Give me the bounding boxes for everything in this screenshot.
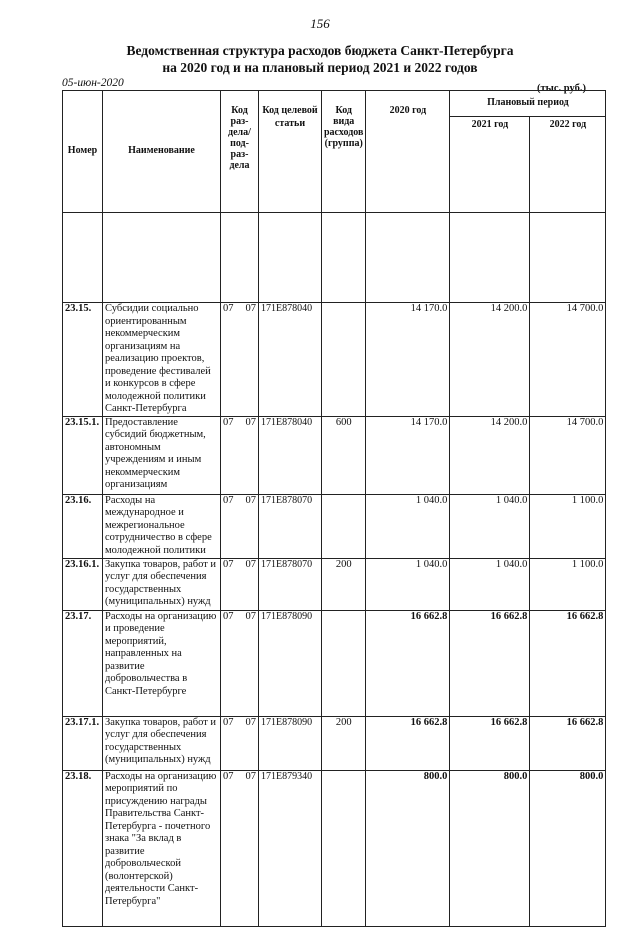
header-year-2020: 2020 год xyxy=(366,91,450,213)
row-target-code: 171Е878070 xyxy=(259,558,322,610)
header-section-code: Код раз- дела/ под- раз- дела xyxy=(221,91,259,213)
row-target-code: 171Е878040 xyxy=(259,303,322,417)
header-expense-type: Код вида расходов (группа) xyxy=(322,91,366,213)
row-subsection: 07 xyxy=(245,494,256,506)
row-amount-2021: 14 200.0 xyxy=(450,303,530,417)
row-name: Закупка товаров, работ и услуг для обеспечения государственных (муниципальных) нужд xyxy=(103,558,221,610)
row-amount-2020: 1 040.0 xyxy=(366,558,450,610)
row-section-code xyxy=(221,303,259,417)
row-expense-type xyxy=(322,303,366,417)
row-section: 07 xyxy=(223,416,234,428)
row-amount-2022: 1 100.0 xyxy=(530,494,606,558)
row-name: Субсидии социально ориентированным некоммерческим организациям на реализацию проектов, проведение фестивалей и конкурсов в сфере молодежной политики Санкт-Петербурга xyxy=(103,303,221,417)
row-name: Расходы на организацию мероприятий по присуждению награды Правительства Санкт-Петербурга - почетного знака "За вклад в развитие добровольческой (волонтерской) деятельности Санкт-Петербурга" xyxy=(103,770,221,926)
row-section-code xyxy=(221,416,259,494)
row-section: 07 xyxy=(223,303,234,314)
row-amount-2022: 1 100.0 xyxy=(530,558,606,610)
document-title xyxy=(0,42,640,76)
row-amount-2020: 800.0 xyxy=(366,770,450,926)
row-amount-2021: 16 662.8 xyxy=(450,610,530,716)
table-row xyxy=(63,610,606,716)
row-number: 23.15. xyxy=(63,303,103,417)
row-subsection: 07 xyxy=(245,416,256,428)
row-name: Расходы на организацию и проведение мероприятий, направленных на развитие добровольчества в Санкт-Петербурге xyxy=(103,610,221,716)
row-target-code: 171Е878090 xyxy=(259,610,322,716)
row-amount-2020: 1 040.0 xyxy=(366,494,450,558)
row-amount-2022: 16 662.8 xyxy=(530,610,606,716)
header-name: Наименование xyxy=(103,91,221,213)
row-subsection: 07 xyxy=(245,610,256,622)
row-expense-type: 600 xyxy=(322,416,366,494)
title-line-1: Ведомственная структура расходов бюджета Санкт-Петербурга xyxy=(126,43,514,58)
row-expense-type xyxy=(322,770,366,926)
table-row xyxy=(63,494,606,558)
row-amount-2022: 14 700.0 xyxy=(530,416,606,494)
table-row xyxy=(63,303,606,417)
row-amount-2020: 16 662.8 xyxy=(366,716,450,770)
row-subsection: 07 xyxy=(245,558,256,570)
page-number: 156 xyxy=(310,16,330,31)
table-body xyxy=(63,303,606,927)
row-section-code xyxy=(221,716,259,770)
header-year-2021: 2021 год xyxy=(450,117,530,213)
row-amount-2021: 16 662.8 xyxy=(450,716,530,770)
table-row xyxy=(63,416,606,494)
row-number: 23.17. xyxy=(63,610,103,716)
row-subsection: 07 xyxy=(245,770,256,782)
header-target-code: Код целевой статьи xyxy=(259,91,322,213)
row-section-code xyxy=(221,494,259,558)
row-subsection: 07 xyxy=(245,716,256,728)
row-expense-type xyxy=(322,494,366,558)
row-section: 07 xyxy=(223,610,234,622)
row-amount-2021: 800.0 xyxy=(450,770,530,926)
row-target-code: 171Е879340 xyxy=(259,770,322,926)
header-number: Номер xyxy=(63,91,103,213)
table-row xyxy=(63,770,606,926)
row-number: 23.15.1. xyxy=(63,416,103,494)
row-amount-2021: 1 040.0 xyxy=(450,558,530,610)
row-expense-type: 200 xyxy=(322,558,366,610)
row-amount-2020: 14 170.0 xyxy=(366,416,450,494)
row-subsection: 07 xyxy=(245,303,256,314)
row-section: 07 xyxy=(223,716,234,728)
row-expense-type: 200 xyxy=(322,716,366,770)
table-row xyxy=(63,716,606,770)
title-line-2: на 2020 год и на плановый период 2021 и 2022 годов xyxy=(162,60,478,75)
document-date: 05-июн-2020 xyxy=(62,77,124,89)
row-section: 07 xyxy=(223,770,234,782)
row-number: 23.17.1. xyxy=(63,716,103,770)
row-section-code xyxy=(221,558,259,610)
header-spacer-row xyxy=(63,213,606,303)
row-name: Расходы на международное и межрегиональное сотрудничество в сфере молодежной политики xyxy=(103,494,221,558)
row-section-code xyxy=(221,770,259,926)
row-expense-type xyxy=(322,610,366,716)
row-amount-2022: 800.0 xyxy=(530,770,606,926)
row-amount-2022: 16 662.8 xyxy=(530,716,606,770)
units-label: (тыс. руб.) xyxy=(537,83,586,94)
row-amount-2021: 1 040.0 xyxy=(450,494,530,558)
row-amount-2020: 16 662.8 xyxy=(366,610,450,716)
row-amount-2020: 14 170.0 xyxy=(366,303,450,417)
row-target-code: 171Е878070 xyxy=(259,494,322,558)
row-section: 07 xyxy=(223,494,234,506)
row-amount-2022: 14 700.0 xyxy=(530,303,606,417)
row-amount-2021: 14 200.0 xyxy=(450,416,530,494)
row-name: Закупка товаров, работ и услуг для обеспечения государственных (муниципальных) нужд xyxy=(103,716,221,770)
row-target-code: 171Е878090 xyxy=(259,716,322,770)
row-target-code: 171Е878040 xyxy=(259,416,322,494)
row-number: 23.16.1. xyxy=(63,558,103,610)
row-section: 07 xyxy=(223,558,234,570)
row-name: Предоставление субсидий бюджетным, автономным учреждениям и иным некоммерческим организациям xyxy=(103,416,221,494)
budget-table xyxy=(62,90,606,927)
table-row xyxy=(63,558,606,610)
row-section-code xyxy=(221,610,259,716)
header-year-2022: 2022 год xyxy=(530,117,606,213)
row-number: 23.18. xyxy=(63,770,103,926)
header-planned-period: Плановый период xyxy=(450,91,606,117)
row-number: 23.16. xyxy=(63,494,103,558)
